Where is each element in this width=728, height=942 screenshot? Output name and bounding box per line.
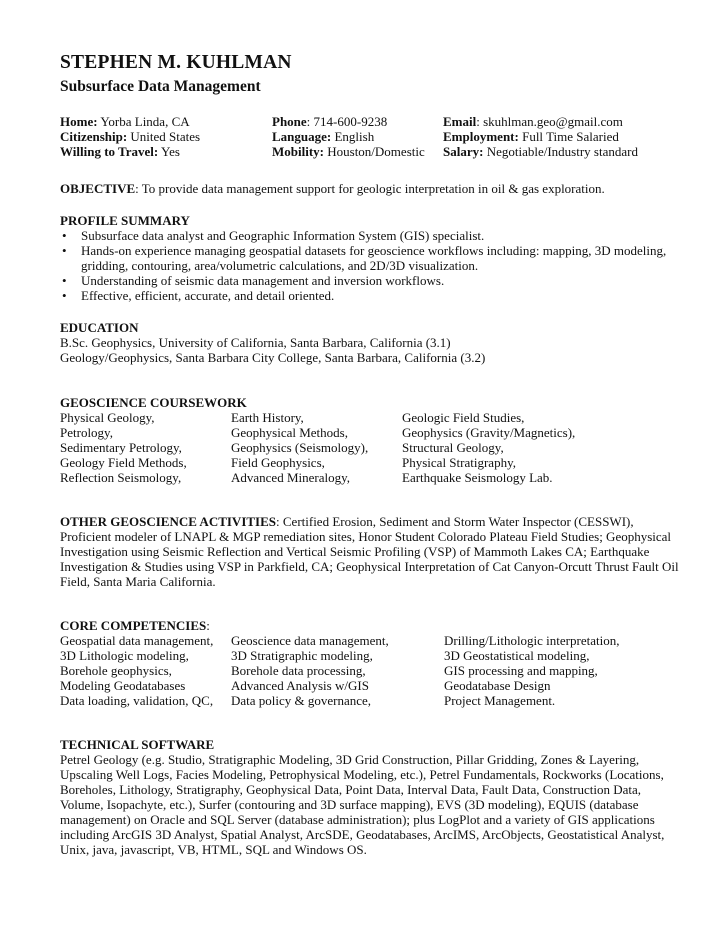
competency-item: Modeling Geodatabases [60,678,186,693]
competency-item: 3D Geostatistical modeling, [444,648,590,663]
course-item: Structural Geology, [402,440,504,455]
education-line: Geology/Geophysics, Santa Barbara City College, Santa Barbara, California (3.2) [60,350,486,365]
course-item: Sedimentary Petrology, [60,440,182,455]
course-item: Reflection Seismology, [60,470,182,485]
course-item: Geophysics (Gravity/Magnetics), [402,425,576,440]
other-activities-section [60,514,680,589]
section-title: CORE COMPETENCIES: [60,618,210,633]
course-item: Field Geophysics, [231,455,325,470]
course-item: Physical Stratigraphy, [402,455,516,470]
course-item: Advanced Mineralogy, [231,470,351,485]
course-item: Physical Geology, [60,410,155,425]
contact-mobility: Mobility: Houston/Domestic [272,144,425,159]
course-item: Geophysics (Seismology), [231,440,369,455]
contact-salary: Salary: Negotiable/Industry standard [443,144,638,159]
objective-section [60,181,680,196]
section-title: GEOSCIENCE COURSEWORK [60,395,247,410]
competency-item: 3D Lithologic modeling, [60,648,189,663]
contact-phone: Phone: 714-600-9238 [272,114,388,129]
course-item: Petrology, [60,425,113,440]
list-item: • Hands-on experience managing geospatial datasets for geoscience workflows including: mapping, 3D modeling, gridding, contouring, area/volumetric calculations, and 2D/3D visualization. [60,243,680,273]
course-item: Geology Field Methods, [60,455,187,470]
contact-language: Language: English [272,129,375,144]
objective-label: OBJECTIVE [60,181,136,196]
competency-item: GIS processing and mapping, [444,663,598,678]
coursework-section [60,395,680,485]
competency-item: Advanced Analysis w/GIS [231,678,369,693]
profile-summary-list [60,228,680,303]
technical-software-section [60,737,680,857]
education-section [60,320,680,365]
contact-home: Home: Yorba Linda, CA [60,114,190,129]
objective-text: : To provide data management support for geologic interpretation in oil & gas exploration. [135,181,605,196]
course-item: Earth History, [231,410,304,425]
contact-email: Email: skuhlman.geo@gmail.com [443,114,623,129]
course-item: Geologic Field Studies, [402,410,525,425]
contact-citizenship: Citizenship: United States [60,129,201,144]
core-competencies-section [60,618,680,708]
competency-item: Drilling/Lithologic interpretation, [444,633,620,648]
competency-item: Borehole data processing, [231,663,366,678]
contact-travel: Willing to Travel: Yes [60,144,180,159]
competency-item: Geospatial data management, [60,633,214,648]
core-competencies-grid [60,633,680,708]
resume-subtitle: Subsurface Data Management [60,78,261,95]
list-item: • Effective, efficient, accurate, and detail oriented. [60,288,680,303]
competency-item: Data loading, validation, QC, [60,693,214,708]
contact-info [60,114,680,159]
coursework-grid [60,410,680,485]
course-item: Geophysical Methods, [231,425,348,440]
section-title: EDUCATION [60,320,139,335]
section-title: PROFILE SUMMARY [60,213,190,228]
competency-item: Borehole geophysics, [60,663,172,678]
profile-summary-section [60,213,680,303]
competency-item: Project Management. [444,693,556,708]
other-activities-label: OTHER GEOSCIENCE ACTIVITIES [60,514,277,529]
competency-item: Geoscience data management, [231,633,389,648]
candidate-name: STEPHEN M. KUHLMAN [60,52,292,73]
other-activities-text: : Certified Erosion, Sediment and Storm Water Inspector (CESSWI), Proficient modeler of LNAPL & MGP remediation sites, Honor Student Colorado Plateau Field Studies; Geophysical Investigation using Seismic Reflection and Vertical Seismic Profiling (VSP) of Mammoth Lakes CA; Earthquake Investigation & Studies using VSP in Parkfield, CA; Geophysical Interpretation of Cat Canyon-Orcutt Thrust Fault Oil Field, Santa Maria California. [60,514,679,589]
competency-item: 3D Stratigraphic modeling, [231,648,373,663]
list-item: • Subsurface data analyst and Geographic Information System (GIS) specialist. [60,228,680,243]
resume-page [60,52,680,857]
education-line: B.Sc. Geophysics, University of California, Santa Barbara, California (3.1) [60,335,451,350]
technical-software-text: Petrel Geology (e.g. Studio, Stratigraphic Modeling, 3D Grid Construction, Pillar Gridding, Zones & Layering, Upscaling Well Logs, Facies Modeling, Petrophysical Modeling, etc.), Petrel Fundamentals, Rockworks (Locations, Boreholes, Lithology, Stratigraphy, Geophysical Data, Point Data, Interval Data, Fault Data, Construction Data, Volume, Isopachyte, etc.), Surfer (contouring and 3D surface mapping), EVS (3D modeling), EQUIS (database management) on Oracle and SQL Server (database administration); plus LogPlot and a variety of GIS applications including ArcGIS 3D Analyst, Spatial Analyst, ArcSDE, Geodatabases, ArcIMS, ArcObjects, Geostatistical Analyst, Unix, java, javascript, VB, HTML, SQL and Windows OS. [60,752,665,857]
list-item: • Understanding of seismic data management and inversion workflows. [60,273,680,288]
section-title: TECHNICAL SOFTWARE [60,737,215,752]
competency-item: Geodatabase Design [444,678,551,693]
course-item: Earthquake Seismology Lab. [402,470,553,485]
contact-employment: Employment: Full Time Salaried [443,129,619,144]
competency-item: Data policy & governance, [231,693,372,708]
